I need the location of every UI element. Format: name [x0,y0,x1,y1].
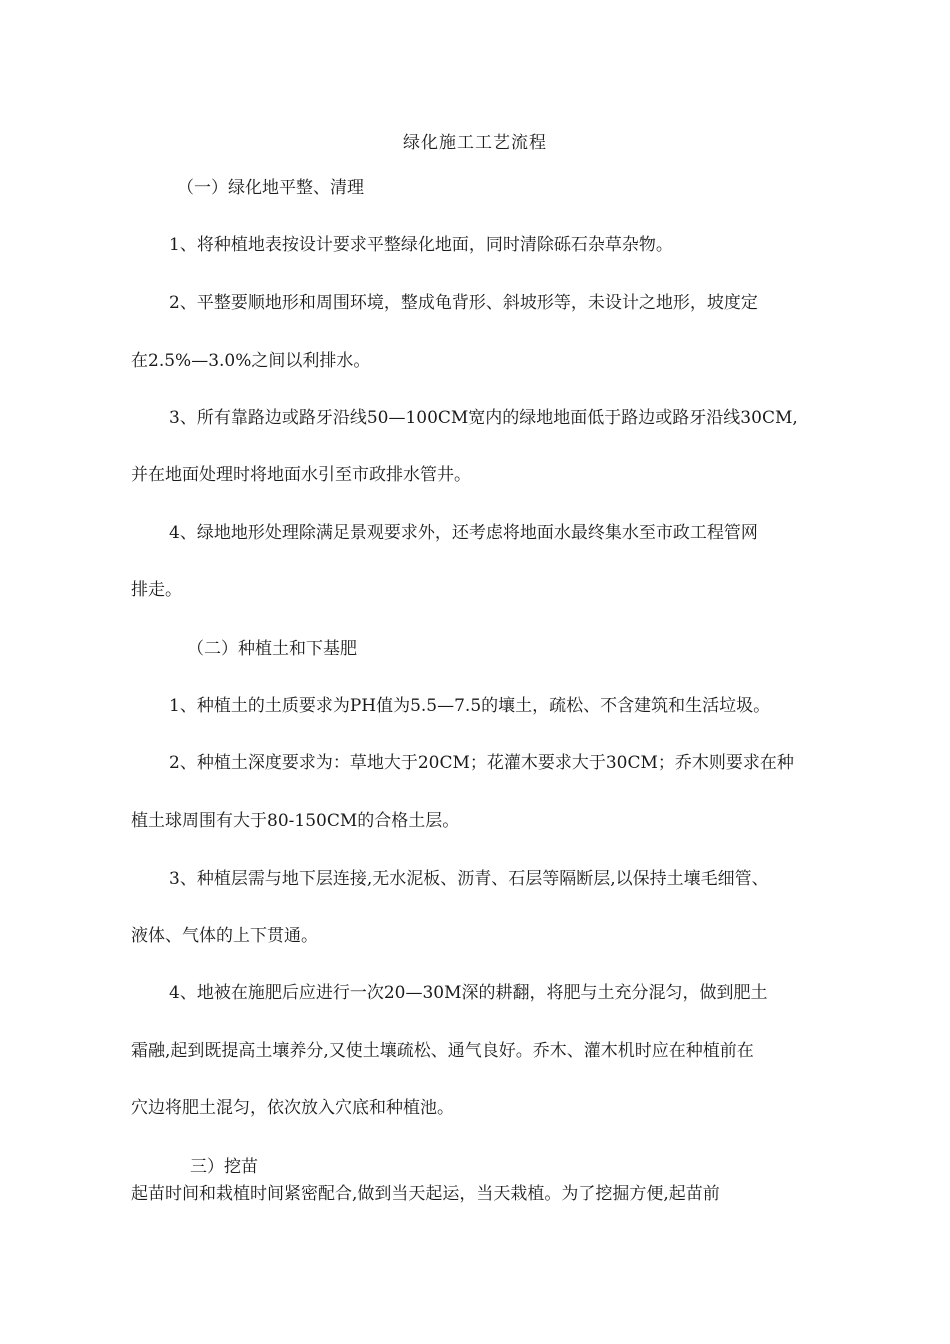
section-1-paragraph-4-line-2: 排走。 [131,580,182,600]
section-1-paragraph-4-line-1: 4、绿地地形处理除满足景观要求外，还考虑将地面水最终集水至市政工程管网 [169,523,758,543]
section-1-paragraph-3-line-2: 并在地面处理时将地面水引至市政排水管井。 [131,465,471,485]
section-1-paragraph-2-line-2: 在2.5%—3.0%之间以利排水。 [131,351,371,371]
section-2-paragraph-2-line-1: 2、种植土深度要求为：草地大于20CM；花灌木要求大于30CM；乔木则要求在种 [169,753,794,773]
section-2-paragraph-4-line-3: 穴边将肥土混匀，依次放入穴底和种植池。 [131,1098,454,1118]
section-3-heading: 三）挖苗 [190,1157,258,1177]
section-2-paragraph-4-line-2: 霜融,起到既提高土壤养分,又使土壤疏松、通气良好。乔木、灌木机时应在种植前在 [131,1041,754,1061]
section-1-paragraph-1: 1、将种植地表按设计要求平整绿化地面，同时清除砾石杂草杂物。 [169,235,673,255]
section-2-paragraph-3-line-1: 3、种植层需与地下层连接,无水泥板、沥青、石层等隔断层,以保持土壤毛细管、 [169,869,769,889]
section-2-heading: （二）种植土和下基肥 [187,639,357,659]
section-1-paragraph-2-line-1: 2、平整要顺地形和周围环境，整成龟背形、斜坡形等，未设计之地形，坡度定 [169,293,758,313]
section-2-paragraph-2-line-2: 植土球周围有大于80-150CM的合格土层。 [131,811,460,831]
document-title: 绿化施工工艺流程 [403,133,547,153]
section-2-paragraph-4-line-1: 4、地被在施肥后应进行一次20—30M深的耕翻，将肥与土充分混匀，做到肥土 [169,983,768,1003]
section-1-heading: （一）绿化地平整、清理 [177,178,364,198]
section-2-paragraph-3-line-2: 液体、气体的上下贯通。 [131,926,318,946]
section-1-paragraph-3-line-1: 3、所有靠路边或路牙沿线50—100CM宽内的绿地地面低于路边或路牙沿线30CM, [169,408,798,428]
section-2-paragraph-1: 1、种植土的土质要求为PH值为5.5—7.5的壤土，疏松、不含建筑和生活垃圾。 [169,696,771,716]
section-3-paragraph-1-line-1: 起苗时间和栽植时间紧密配合,做到当天起运，当天栽植。为了挖掘方便,起苗前 [131,1184,720,1204]
